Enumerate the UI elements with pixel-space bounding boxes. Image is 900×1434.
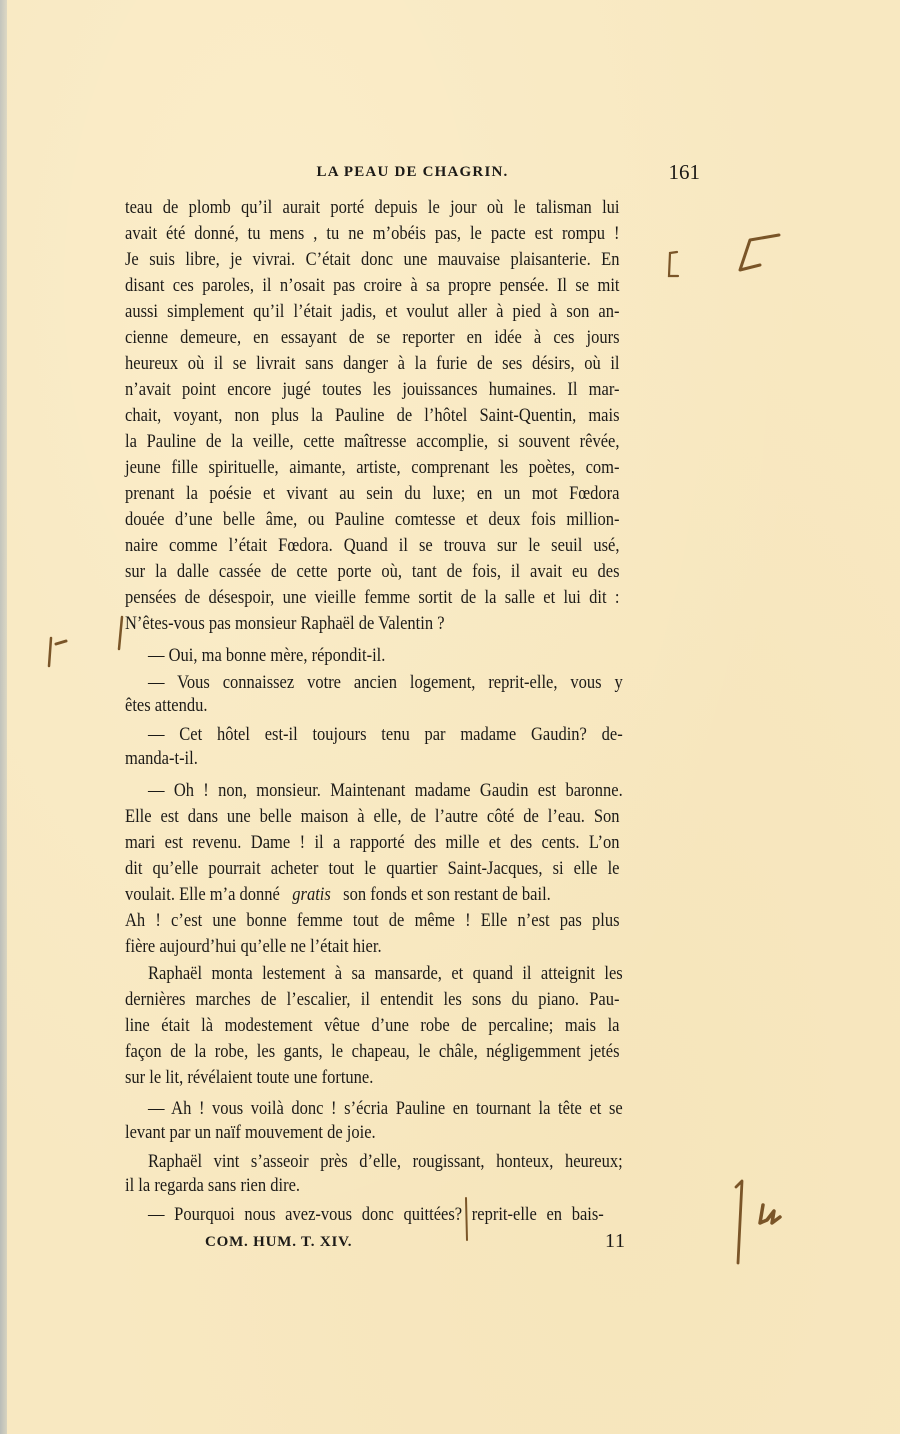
text-line: Elle est dans une belle maison à elle, de l’autre côté de l’eau. Son (125, 806, 620, 827)
text-line: douée d’une belle âme, ou Pauline comtesse et deux fois million- (125, 509, 620, 530)
italic-word: gratis (292, 884, 331, 905)
text-line: levant par un naïf mouvement de joie. (125, 1122, 376, 1143)
text-line: il la regarda sans rien dire. (125, 1175, 301, 1196)
paragraph-bracket-icon (115, 615, 127, 660)
text-line: prenant la poésie et vivant au sein du luxe; en un mot Fœdora (125, 483, 620, 504)
running-head (125, 160, 700, 184)
text-line: line était là modestement vêtue d’une robe de percaline; mais la (125, 1015, 620, 1036)
text-line: — Oui, ma bonne mère, répondit-il. (148, 645, 386, 666)
text-line: sur le lit, révélaient toute une fortune. (125, 1067, 374, 1088)
text-line: dernières marches de l’escalier, il entendit les sons du piano. Pau- (125, 989, 620, 1010)
text-line: êtes attendu. (125, 695, 208, 716)
text-line: dit qu’elle pourrait acheter tout le quartier Saint-Jacques, si elle le (125, 858, 620, 879)
text-line: façon de la robe, les gants, le chapeau, le châle, négligemment jetés (125, 1041, 620, 1062)
text-segment: son fonds et son restant de bail. (343, 884, 551, 905)
text-line: — Ah ! vous voilà donc ! s’écria Pauline en tournant la tête et se (148, 1098, 623, 1119)
page-footer (125, 1230, 700, 1254)
page-number: 161 (668, 160, 700, 184)
text-line: chait, voyant, non plus la Pauline de l’hôtel Saint-Quentin, mais (125, 405, 620, 426)
text-line: — Pourquoi nous avez-vous donc quittées? reprit-elle en bais- (148, 1204, 604, 1225)
text-line: Raphaël monta lestement à sa mansarde, et quand il atteignit les (148, 963, 623, 984)
margin-mark-icon (45, 630, 85, 675)
text-line: — Vous connaissez votre ancien logement, reprit-elle, vous y (148, 672, 623, 693)
text-line: avait été donné, tu mens , tu ne m’obéis pas, le pacte est rompu ! (125, 223, 620, 244)
bracket-mark-icon (666, 248, 686, 293)
text-line: Je suis libre, je vivrai. C’était donc une mauvaise plaisanterie. En (125, 249, 620, 270)
text-line: la Pauline de la veille, cette maîtresse accomplie, si souvent rêvée, (125, 431, 620, 452)
text-line: — Cet hôtel est-il toujours tenu par madame Gaudin? de- (148, 724, 623, 745)
text-line: jeune fille spirituelle, aimante, artiste, comprenant les poètes, com- (125, 457, 620, 478)
text-line: cienne demeure, en essayant de se reporter en idée à ces jours (125, 327, 620, 348)
text-line: n’avait point encore jugé toutes les jouissances humaines. Il mar- (125, 379, 620, 400)
text-line: fière aujourd’hui qu’elle ne l’était hier. (125, 936, 382, 957)
text-line: N’êtes-vous pas monsieur Raphaël de Valentin ? (125, 613, 445, 634)
text-line: naire comme l’était Fœdora. Quand il se trouva sur le seuil usé, (125, 535, 620, 556)
text-line: teau de plomb qu’il aurait porté depuis le jour où le talisman lui (125, 197, 620, 218)
text-line: Raphaël vint s’asseoir près d’elle, rougissant, honteux, heureux; (148, 1151, 623, 1172)
text-segment: voulait. Elle m’a donné (125, 884, 280, 905)
signature-mark: COM. HUM. T. XIV. (205, 1234, 353, 1250)
text-line: disant ces paroles, il n’osait pas croire à sa propre pensée. Il se mit (125, 275, 620, 296)
text-line: pensées de désespoir, une vieille femme sortit de la salle et lui dit : (125, 587, 620, 608)
text-line: aussi simplement qu’il l’était jadis, et voulut aller à pied à son an- (125, 301, 620, 322)
text-line: Ah ! c’est une bonne femme tout de même ! Elle n’est pas plus (125, 910, 620, 931)
margin-insert-icon (730, 1175, 790, 1280)
margin-bracket-icon (735, 230, 785, 285)
text-line: mari est revenu. Dame ! il a rapporté des mille et des cents. L’on (125, 832, 620, 853)
running-title: LA PEAU DE CHAGRIN. (316, 164, 509, 180)
text-line: sur la dalle cassée de cette porte où, tant de fois, il avait eu des (125, 561, 620, 582)
signature-number: 11 (605, 1230, 626, 1252)
text-line: — Oh ! non, monsieur. Maintenant madame Gaudin est baronne. (148, 780, 623, 801)
text-line: heureux où il se livrait sans danger à la furie de ses désirs, où il (125, 353, 620, 374)
caret-mark-icon (462, 1196, 472, 1251)
text-line (125, 883, 620, 907)
text-line: manda-t-il. (125, 748, 198, 769)
